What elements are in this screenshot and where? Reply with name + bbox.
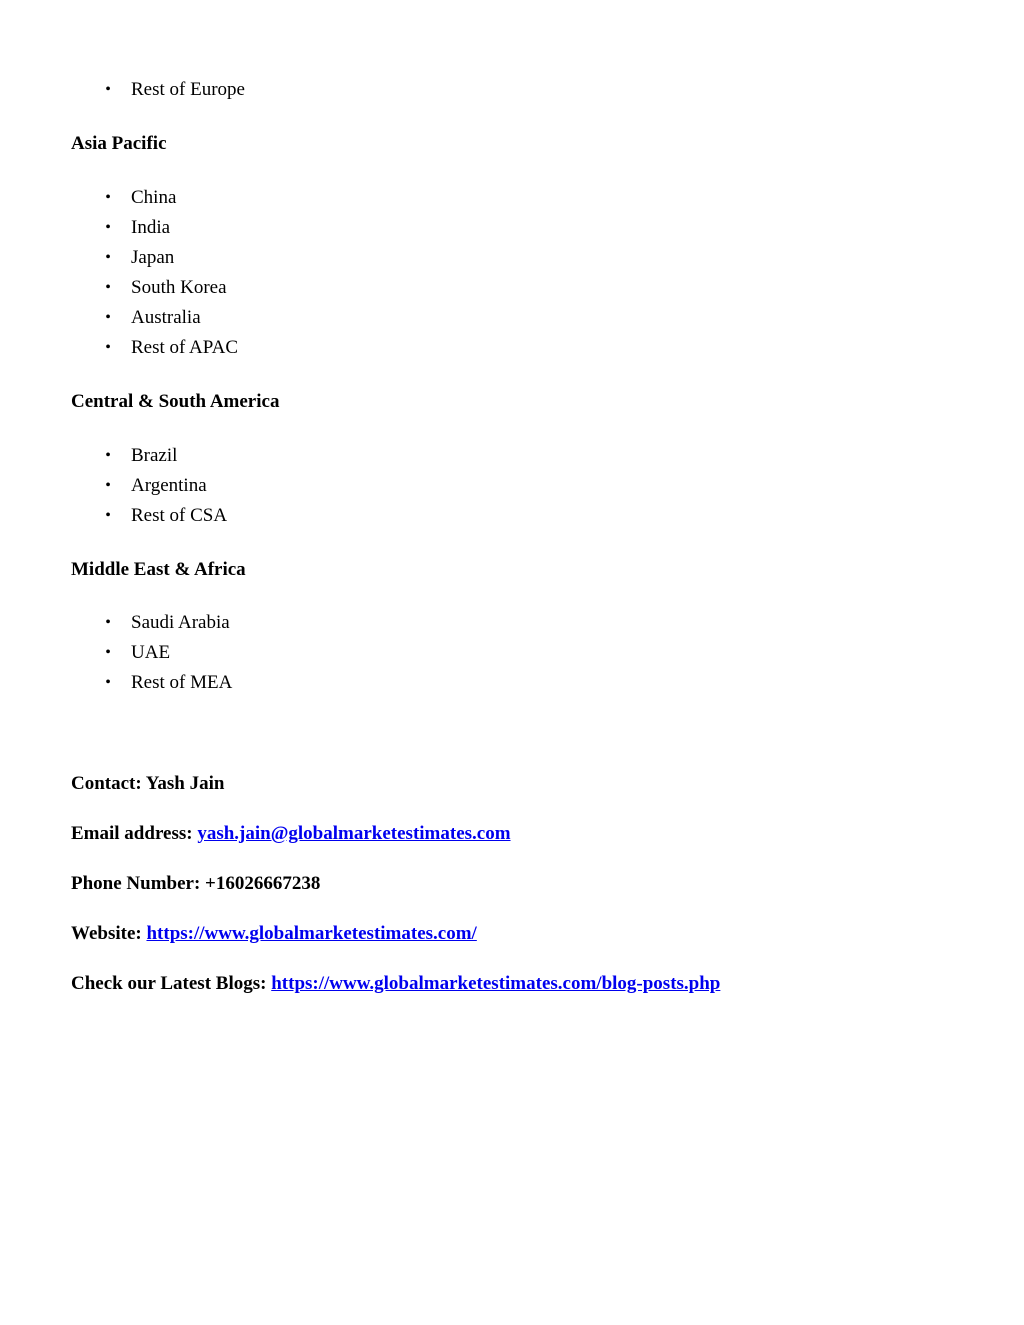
bullet-icon: • bbox=[105, 249, 111, 266]
email-label: Email address: bbox=[71, 823, 198, 844]
bullet-icon: • bbox=[105, 309, 111, 326]
bullet-icon: • bbox=[105, 219, 111, 236]
bullet-icon: • bbox=[105, 507, 111, 524]
list-item-text: Rest of CSA bbox=[131, 505, 228, 526]
list-item-text: Rest of Europe bbox=[131, 79, 245, 100]
list-item-text: Argentina bbox=[131, 475, 207, 496]
bullet-icon: • bbox=[105, 674, 111, 691]
bullet-icon: • bbox=[105, 477, 111, 494]
section-heading-mea: Middle East & Africa bbox=[71, 559, 246, 580]
bullet-icon: • bbox=[105, 279, 111, 296]
bullet-icon: • bbox=[105, 81, 111, 98]
list-item-text: Rest of MEA bbox=[131, 672, 233, 693]
list-item-text: Rest of APAC bbox=[131, 337, 238, 358]
bullet-icon: • bbox=[105, 614, 111, 631]
contact-name: Contact: Yash Jain bbox=[71, 773, 225, 794]
phone-line: Phone Number: +16026667238 bbox=[71, 873, 321, 894]
bullet-icon: • bbox=[105, 447, 111, 464]
email-link[interactable]: yash.jain@globalmarketestimates.com bbox=[197, 823, 511, 844]
bullet-icon: • bbox=[105, 189, 111, 206]
bullet-icon: • bbox=[105, 644, 111, 661]
list-item-text: China bbox=[131, 187, 177, 208]
list-item-text: Brazil bbox=[131, 445, 178, 466]
list-item-text: Australia bbox=[131, 307, 201, 328]
section-heading-csa: Central & South America bbox=[71, 391, 280, 412]
list-item-text: Japan bbox=[131, 247, 175, 268]
blogs-label: Check our Latest Blogs: bbox=[71, 973, 272, 994]
bullet-icon: • bbox=[105, 339, 111, 356]
list-item-text: UAE bbox=[131, 642, 171, 663]
email-line bbox=[71, 822, 511, 846]
blogs-link[interactable]: https://www.globalmarketestimates.com/blog-posts.php bbox=[271, 973, 721, 994]
website-label: Website: bbox=[71, 923, 147, 944]
website-line bbox=[71, 922, 477, 946]
list-item-text: India bbox=[131, 217, 171, 238]
list-item-text: Saudi Arabia bbox=[131, 612, 230, 633]
website-link[interactable]: https://www.globalmarketestimates.com/ bbox=[146, 923, 477, 944]
list-item-text: South Korea bbox=[131, 277, 227, 298]
section-heading-asia-pacific: Asia Pacific bbox=[71, 133, 167, 154]
blogs-line bbox=[71, 972, 720, 996]
